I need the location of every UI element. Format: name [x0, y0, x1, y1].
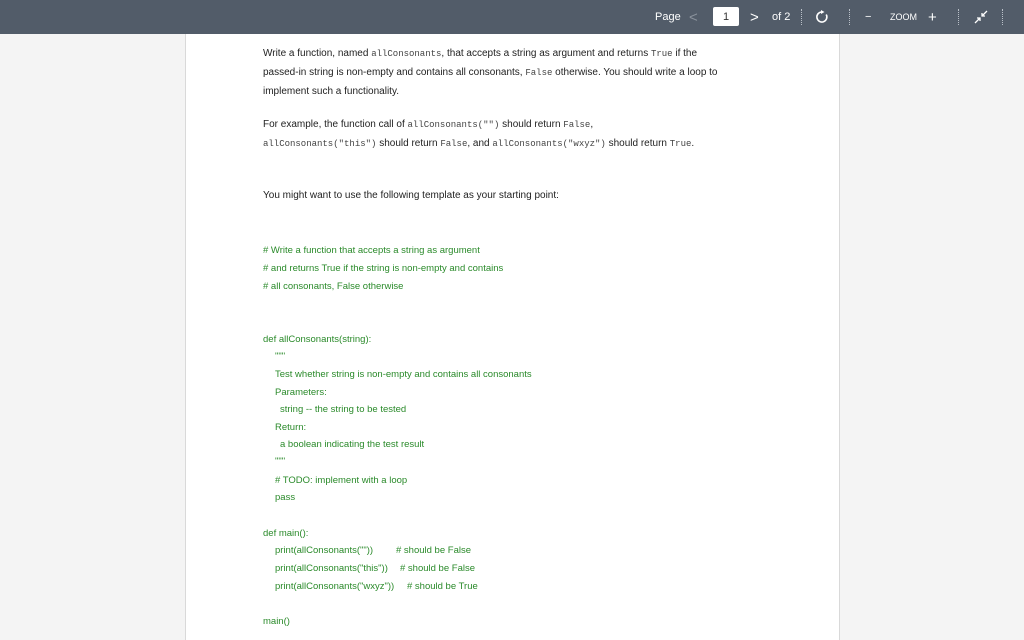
rotate-button[interactable] — [815, 0, 829, 34]
toolbar-divider — [849, 9, 850, 25]
paragraph-line: allConsonants("this") should return False, and allConsonants("wxyz") should return True. — [263, 138, 695, 149]
code-line: Return: — [275, 422, 307, 433]
paragraph-line: implement such a functionality. — [263, 86, 399, 97]
fullscreen-button[interactable] — [974, 0, 988, 34]
code-comment: # should be False — [396, 545, 471, 556]
code-line: main() — [263, 616, 290, 627]
code-line: def main(): — [263, 528, 309, 539]
code-comment: # all consonants, False otherwise — [263, 281, 404, 292]
code-line: # TODO: implement with a loop — [275, 475, 408, 486]
rotate-icon — [815, 10, 829, 24]
code-line: print(allConsonants("wxyz")) — [275, 581, 395, 592]
code-comment: # should be False — [400, 563, 475, 574]
code-line: pass — [275, 492, 296, 503]
left-gutter — [0, 34, 186, 640]
code-line: """ — [275, 456, 286, 467]
zoom-in-button[interactable]: + — [928, 8, 937, 26]
code-line: a boolean indicating the test result — [280, 439, 425, 450]
toolbar-divider — [958, 9, 959, 25]
pdf-toolbar — [0, 0, 1024, 34]
paragraph-line: You might want to use the following template as your starting point: — [263, 190, 559, 201]
paragraph-line: For example, the function call of allConsonants("") should return False, — [263, 119, 594, 130]
code-line: def allConsonants(string): — [263, 334, 372, 345]
page-label: Page — [655, 11, 681, 23]
code-line: Parameters: — [275, 387, 327, 398]
code-line: """ — [275, 351, 286, 362]
code-line: string -- the string to be tested — [280, 404, 407, 415]
page-count-label: of 2 — [772, 11, 791, 23]
previous-page-button[interactable]: < — [689, 8, 698, 26]
collapse-arrows-icon — [974, 10, 988, 24]
code-line: Test whether string is non-empty and contains all consonants — [275, 369, 532, 380]
code-comment: # Write a function that accepts a string as argument — [263, 245, 480, 256]
right-gutter — [839, 34, 1024, 640]
code-line: print(allConsonants("")) — [275, 545, 374, 556]
zoom-out-button[interactable]: − — [865, 11, 872, 23]
page-number-input[interactable]: 1 — [713, 7, 739, 26]
paragraph-line: Write a function, named allConsonants, that accepts a string as argument and returns True if the — [263, 48, 698, 59]
toolbar-divider — [1002, 9, 1003, 25]
code-comment: # should be True — [407, 581, 478, 592]
paragraph-line: passed-in string is non-empty and contains all consonants, False otherwise. You should write a loop to — [263, 67, 718, 78]
next-page-button[interactable]: > — [750, 8, 759, 26]
code-line: print(allConsonants("this")) — [275, 563, 388, 574]
toolbar-divider — [801, 9, 802, 25]
code-comment: # and returns True if the string is non-empty and contains — [263, 263, 504, 274]
zoom-label: ZOOM — [890, 12, 917, 22]
